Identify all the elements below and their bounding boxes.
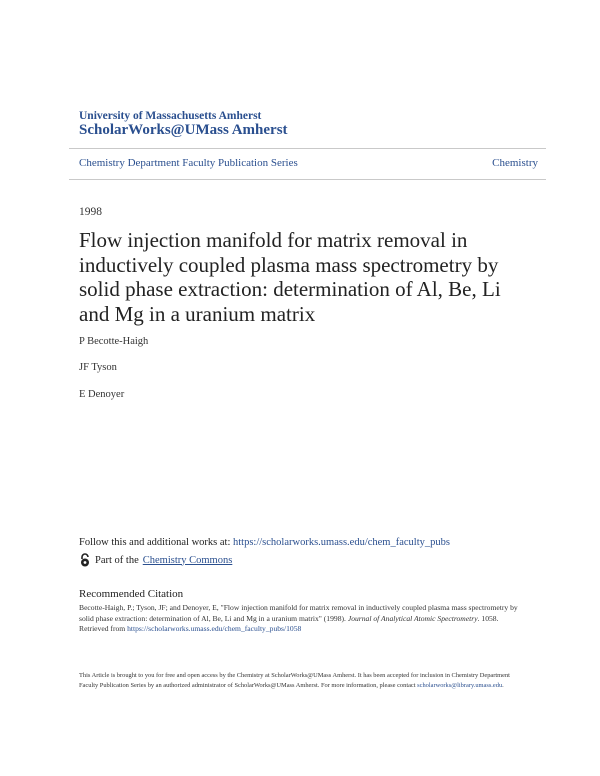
notice-text: This Article is brought to you for free and open access by the Chemistry at ScholarWorks@UMass Amherst. It has been accepted for inclusion in Chemistry Department Faculty Publication Series by an authorized administrator of ScholarWorks@UMass Amherst. For more information, please contact xyxy=(79,672,510,690)
contact-email-link[interactable]: scholarworks@library.umass.edu xyxy=(417,682,503,690)
author-3: E Denoyer xyxy=(79,389,125,400)
part-of-prefix: Part of the xyxy=(95,554,139,566)
part-of-line xyxy=(79,553,232,567)
retrieved-line xyxy=(79,624,301,633)
author-1: P Becotte-Haigh xyxy=(79,336,149,347)
author-2: JF Tyson xyxy=(79,362,117,373)
retrieved-prefix: Retrieved from xyxy=(79,624,128,634)
notice-end: . xyxy=(502,682,504,690)
collection-url-link[interactable]: https://scholarworks.umass.edu/chem_faculty_pubs xyxy=(233,537,450,548)
citation-suffix: . 1058. xyxy=(477,613,499,623)
top-divider xyxy=(69,148,546,149)
access-notice xyxy=(79,671,529,691)
bottom-divider xyxy=(69,179,546,180)
follow-prefix: Follow this and additional works at: xyxy=(79,537,233,548)
chemistry-commons-link[interactable]: Chemistry Commons xyxy=(142,554,233,566)
citation-text xyxy=(79,603,529,635)
article-title: Flow injection manifold for matrix removal in inductively coupled plasma mass spectrometry by solid phase extraction: determination of Al, Be, Li and Mg in a uranium matrix xyxy=(79,228,501,326)
repository-name[interactable]: ScholarWorks@UMass Amherst xyxy=(79,122,288,138)
follow-line xyxy=(79,537,450,548)
article-url-link[interactable]: https://scholarworks.umass.edu/chem_faculty_pubs/1058 xyxy=(127,624,302,634)
recommended-citation-heading: Recommended Citation xyxy=(79,588,184,600)
department-link[interactable]: Chemistry xyxy=(492,157,538,169)
citation-body: Becotte-Haigh, P.; Tyson, JF; and Denoyer, E, "Flow injection manifold for matrix removal in inductively coupled plasma mass spectrometry by solid phase extraction: determination of Al, Be, Li and Mg in a uranium matrix" (1998). xyxy=(79,603,518,623)
publication-year: 1998 xyxy=(79,206,102,218)
series-link[interactable]: Chemistry Department Faculty Publication Series xyxy=(79,157,298,169)
journal-name: Journal of Analytical Atomic Spectrometry xyxy=(347,613,478,623)
open-access-icon xyxy=(79,553,91,567)
institution-name: University of Massachusetts Amherst xyxy=(79,110,262,122)
